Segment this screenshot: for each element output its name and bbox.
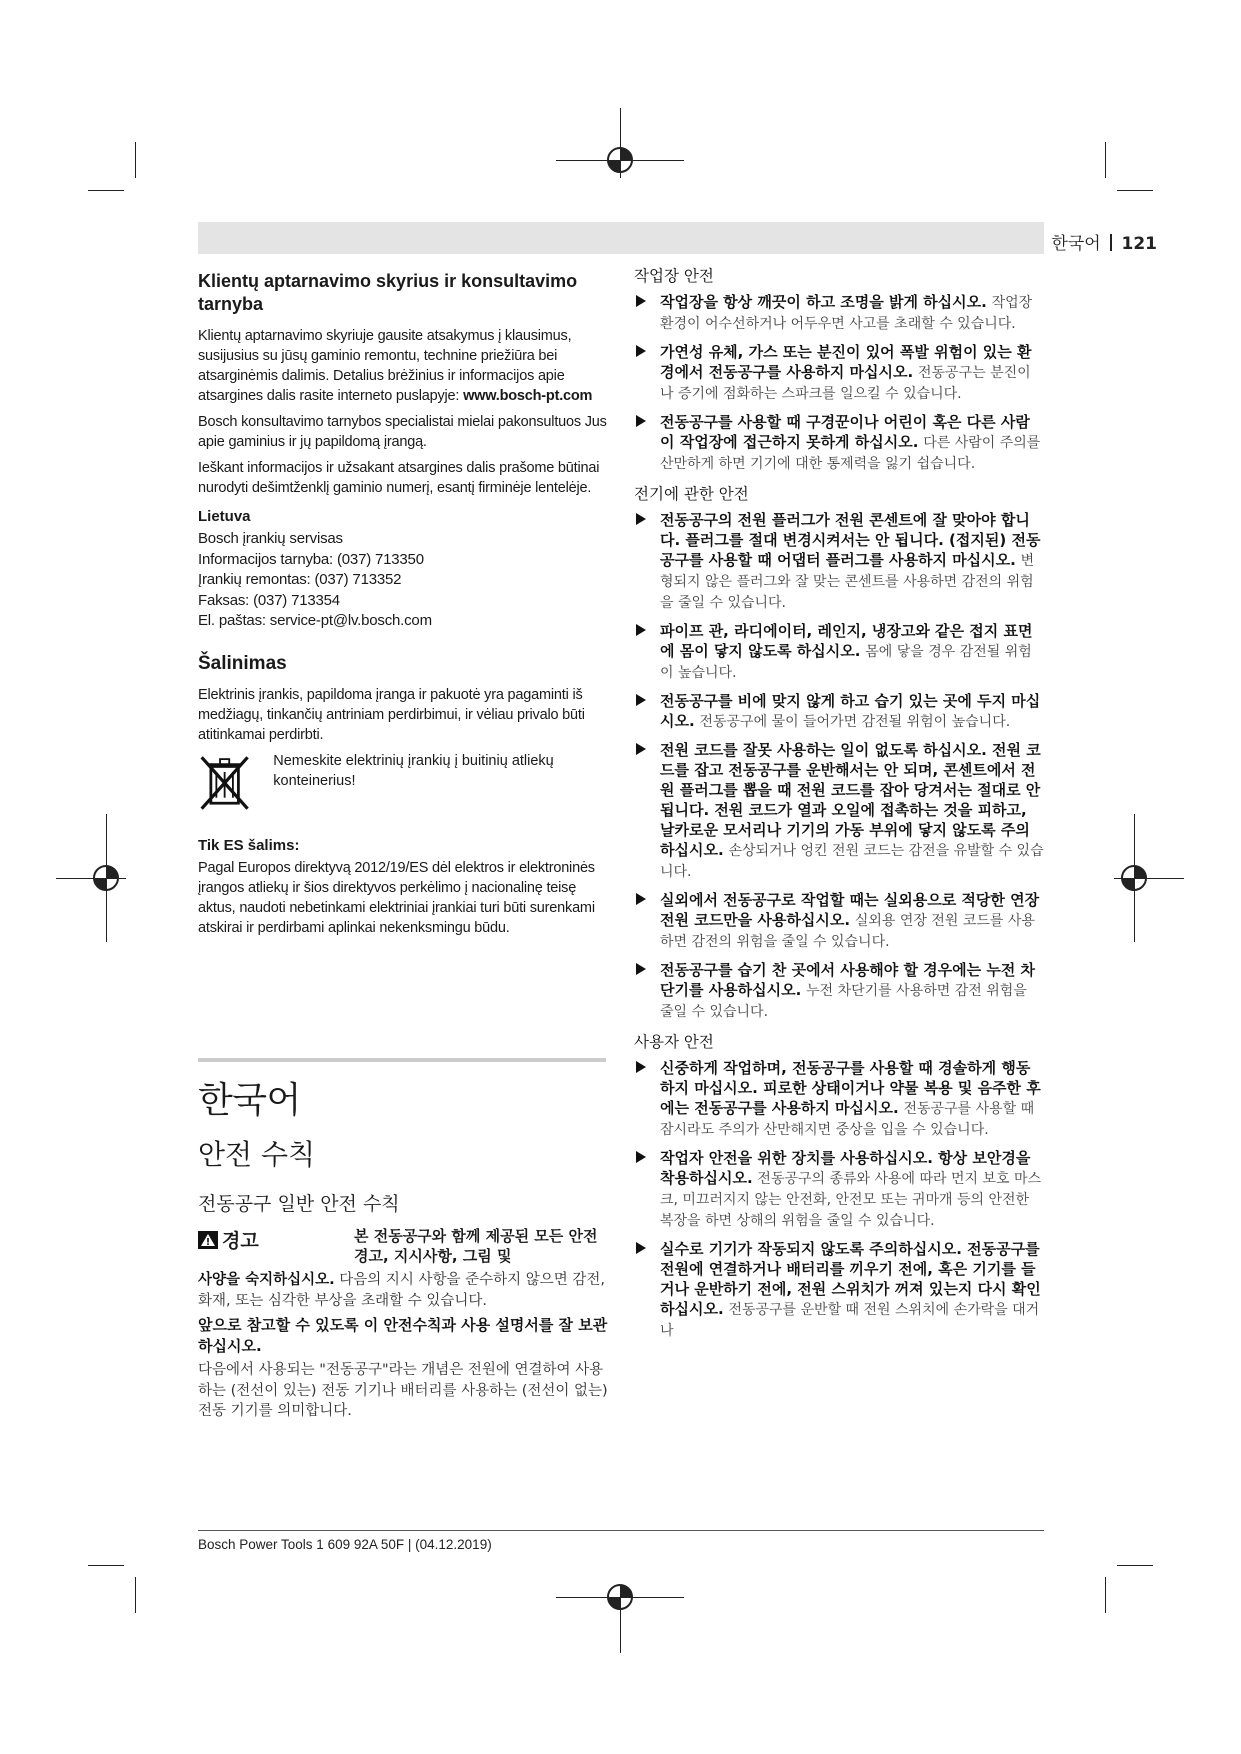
list-item: 작업자 안전을 위한 장치를 사용하십시오. 항상 보안경을 착용하십시오. 전동공구의 종류와 사용에 따라 먼지 보호 마스크, 미끄러지지 않는 안전화, 안전모 또는 귀마개 등의 안전한 복장을 하면 상해의 위험을 줄일 수 있습니다.: [634, 1148, 1044, 1231]
warning-text: 본 전동공구와 함께 제공된 모든 안전경고, 지시사항, 그림 및: [354, 1227, 598, 1265]
registration-mark-icon: [86, 858, 126, 898]
registration-mark-icon: [1114, 858, 1154, 898]
list-item: 전동공구를 습기 찬 곳에서 사용해야 할 경우에는 누전 차단기를 사용하십시오. 누전 차단기를 사용하면 감전 위험을 줄일 수 있습니다.: [634, 960, 1044, 1022]
list-item: 신중하게 작업하며, 전동공구를 사용할 때 경솔하게 행동하지 마십시오. 피로한 상태이거나 약물 복용 및 음주한 후에는 전동공구를 사용하지 마십시오. 전동공구를 사용할 때 잠시라도 주의가 산만해지면 중상을 입을 수 있습니다.: [634, 1058, 1044, 1140]
bullet-arrow-icon: [636, 345, 646, 357]
bullet-arrow-icon: [636, 295, 646, 307]
service-paragraph-2: Bosch konsultavimo tarnybos specialistai mielai pakonsultuos Jus apie gaminius ir jų papildomą įrangą.: [198, 414, 607, 450]
list-item: 실수로 기기가 작동되지 않도록 주의하십시오. 전동공구를 전원에 연결하거나 배터리를 끼우기 전에, 혹은 기기를 들거나 운반하기 전에, 전원 스위치가 꺼져 있는지 다시 확인하십시오. 전동공구를 운반할 때 전원 스위치에 손가락을 대거나: [634, 1239, 1044, 1341]
crossed-bin-icon: [198, 751, 251, 815]
header-band: [198, 222, 1044, 254]
bullet-arrow-icon: [636, 743, 646, 755]
weee-text: Nemeskite elektrinių įrankių į buitinių atliekų konteinerius!: [273, 752, 554, 789]
header-language: 한국어: [1051, 234, 1101, 254]
bullet-arrow-icon: [636, 415, 646, 427]
service-paragraph-3: Ieškant informacijos ir užsakant atsargines dalis prašome būtinai nurodyti dešimtženklį gaminio numerį, esantį firminėje lentelėje.: [198, 460, 600, 496]
contact-line: Įrankių remontas: (037) 713352: [198, 571, 402, 588]
bullet-arrow-icon: [636, 1151, 646, 1163]
warning-continuation: 사양을 숙지하십시오. 다음의 지시 사항을 준수하지 않으면 감전, 화재, 또는 심각한 부상을 초래할 수 있습니다.: [198, 1272, 606, 1309]
section-title: 작업장 안전: [634, 267, 714, 285]
crop-mark: [1117, 190, 1153, 191]
service-paragraph: Klientų aptarnavimo skyriuje gausite atsakymus į klausimus, susijusius su jūsų gaminio remontu, technine priežiūra bei atsarginėmis dalimis. Detalius brėžinius ir informacijos apie atsargines dalis rasite interneto puslapyje: www.bosch-pt.com: [198, 328, 593, 404]
left-column: [198, 270, 610, 944]
list-item: 가연성 유체, 가스 또는 분진이 있어 폭발 위험이 있는 환경에서 전동공구를 사용하지 마십시오. 전동공구는 분진이나 증기에 점화하는 스파크를 일으킬 수 있습니다.: [634, 342, 1044, 404]
safety-heading: 안전 수칙: [198, 1138, 316, 1171]
registration-mark-icon: [600, 140, 640, 180]
bullet-arrow-icon: [636, 1242, 646, 1254]
contact-line: Bosch įrankių servisas: [198, 530, 343, 547]
keep-instructions: 앞으로 참고할 수 있도록 이 안전수칙과 사용 설명서를 잘 보관하십시오.: [198, 1316, 608, 1355]
weee-notice: [198, 751, 610, 815]
bullet-arrow-icon: [636, 963, 646, 975]
footer-text: Bosch Power Tools 1 609 92A 50F | (04.12.2019): [198, 1537, 492, 1552]
list-item: 전동공구를 사용할 때 구경꾼이나 어린이 혹은 다른 사람이 작업장에 접근하지 못하게 하십시오. 다른 사람이 주의를 산만하게 하면 기기에 대한 통제력을 잃기 쉽습니다.: [634, 412, 1044, 474]
footer-rule: [198, 1530, 1044, 1531]
section-title: 사용자 안전: [634, 1033, 714, 1051]
crop-mark: [1117, 1565, 1153, 1566]
service-title: Klientų aptarnavimo skyrius ir konsultavimo tarnyba: [198, 271, 578, 314]
language-heading: 한국어: [198, 1080, 301, 1121]
registration-mark-icon: [600, 1577, 640, 1617]
general-safety-heading: 전동공구 일반 안전 수칙: [198, 1193, 400, 1215]
korean-intro: [198, 1058, 610, 1426]
bullet-arrow-icon: [636, 893, 646, 905]
warning-label: 경고: [198, 1226, 259, 1253]
definition-paragraph: 다음에서 사용되는 "전동공구"라는 개념은 전원에 연결하여 사용하는 (전선이 있는) 전동 기기나 배터리를 사용하는 (전선이 없는) 전동 기기를 의미합니다.: [198, 1362, 608, 1419]
list-item: 실외에서 전동공구로 작업할 때는 실외용으로 적당한 연장 전원 코드만을 사용하십시오. 실외용 연장 전원 코드를 사용하면 감전의 위험을 줄일 수 있습니다.: [634, 890, 1044, 952]
contact-email[interactable]: El. paštas: service-pt@lv.bosch.com: [198, 612, 432, 629]
header-title: [1051, 229, 1157, 254]
bullet-arrow-icon: [636, 624, 646, 636]
eu-paragraph: Pagal Europos direktyvą 2012/19/ES dėl elektros ir elektroninės įrangos atliekų ir šios direktyvos perkėlimo į nacionalinę teisę aktus, naudoti nebetinkami elektriniai įrankiai turi būti surenkami atskirai ir perdirbami aplinkai nekenksmingu būdu.: [198, 859, 595, 936]
list-item: 파이프 관, 라디에이터, 레인지, 냉장고와 같은 접지 표면에 몸이 닿지 않도록 하십시오. 몸에 닿을 경우 감전될 위험이 높습니다.: [634, 621, 1044, 683]
crop-mark: [1105, 142, 1106, 178]
contact-line: Faksas: (037) 713354: [198, 591, 340, 609]
bullet-arrow-icon: [636, 694, 646, 706]
disposal-paragraph: Elektrinis įrankis, papildoma įranga ir pakuotė yra pagaminti iš medžiagų, tinkančių antriniam perdirbimui, ir vėliau privalo būti atitinkamai perdirbti.: [198, 686, 585, 743]
list-item: 작업장을 항상 깨끗이 하고 조명을 밝게 하십시오. 작업장 환경이 어수선하거나 어두우면 사고를 초래할 수 있습니다.: [634, 292, 1044, 334]
list-item: 전동공구를 비에 맞지 않게 하고 습기 있는 곳에 두지 마십시오. 전동공구에 물이 들어가면 감전될 위험이 높습니다.: [634, 691, 1044, 732]
list-item: 전동공구의 전원 플러그가 전원 콘센트에 잘 맞아야 합니다. 플러그를 절대 변경시켜서는 안 됩니다. (접지된) 전동공구를 사용할 때 어댑터 플러그를 사용하지 마십시오. 변형되지 않은 플러그와 잘 맞는 콘센트를 사용하면 감전의 위험을 줄일 수 있습니다.: [634, 510, 1044, 613]
bullet-arrow-icon: [636, 513, 646, 525]
crop-mark: [135, 1577, 136, 1613]
section-title: 전기에 관한 안전: [634, 485, 749, 503]
crop-mark: [1105, 1577, 1106, 1613]
contact-line: Informacijos tarnyba: (037) 713350: [198, 550, 424, 568]
warning-block: [198, 1226, 610, 1270]
page-number: 121: [1121, 234, 1157, 254]
crop-mark: [88, 1565, 124, 1566]
country-heading: Lietuva: [198, 508, 251, 525]
eu-heading: Tik ES šalims:: [198, 836, 300, 854]
warning-triangle-icon: [198, 1231, 218, 1249]
bullet-arrow-icon: [636, 1061, 646, 1073]
list-item: 전원 코드를 잘못 사용하는 일이 없도록 하십시오. 전원 코드를 잡고 전동공구를 운반해서는 안 되며, 콘센트에서 전원 플러그를 뽑을 때 전원 코드를 잡아 당겨서는 절대로 안 됩니다. 전원 코드가 열과 오일에 접촉하는 것을 피하고, 날카로운 모서리나 기기의 가동 부위에 닿지 않도록 주의하십시오. 손상되거나 엉킨 전원 코드는 감전을 유발할 수 있습니다.: [634, 740, 1044, 882]
right-column: [634, 264, 1044, 1349]
service-url[interactable]: www.bosch-pt.com: [463, 388, 593, 404]
disposal-title: Šalinimas: [198, 652, 287, 674]
crop-mark: [135, 142, 136, 178]
crop-mark: [88, 190, 124, 191]
